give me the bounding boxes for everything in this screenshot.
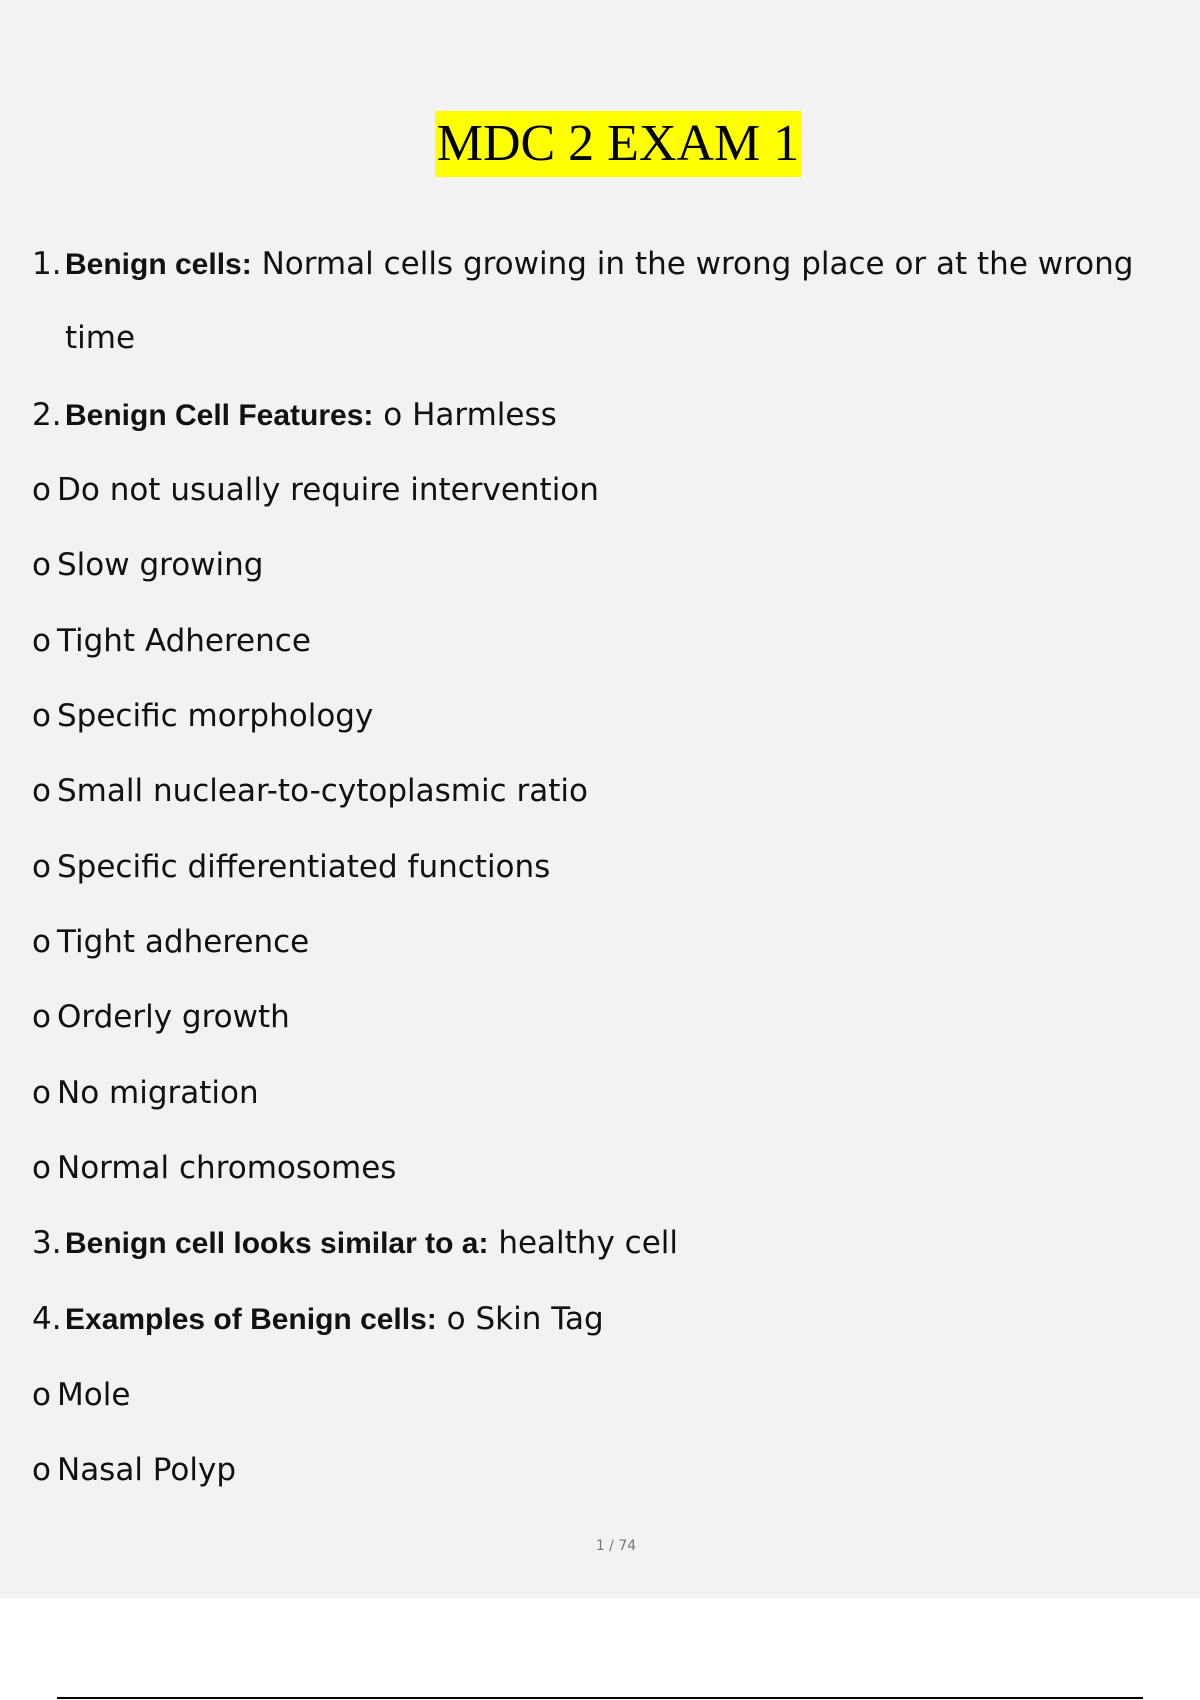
bullet-line: [32, 696, 1192, 736]
bullet-text: Normal chromosomes: [57, 1150, 397, 1186]
bullet-text: Specific differentiated functions: [57, 849, 551, 885]
bullet-marker: o: [32, 547, 51, 583]
answer-text: Normal cells growing in the wrong place or at the wrong: [261, 246, 1134, 282]
bullet-marker: o: [32, 1452, 51, 1488]
bullet-line: [32, 997, 1192, 1037]
bullet-text: Mole: [57, 1377, 131, 1413]
bullet-text: Tight Adherence: [57, 623, 311, 659]
question-number: 4.: [32, 1301, 62, 1337]
bullet-marker: o: [32, 1377, 51, 1413]
page-divider-rule: [57, 1697, 1143, 1699]
question-line: [32, 1299, 1192, 1339]
bullet-text: Nasal Polyp: [57, 1452, 236, 1488]
bullet-line: [32, 1375, 1192, 1415]
question-number: 2.: [32, 397, 62, 433]
bullet-text: Slow growing: [57, 547, 264, 583]
answer-text: o Harmless: [383, 397, 557, 433]
bullet-text: Do not usually require intervention: [57, 472, 599, 508]
bullet-text: Tight adherence: [57, 924, 310, 960]
bullet-marker: o: [32, 924, 51, 960]
bullet-marker: o: [32, 1150, 51, 1186]
bullet-text: No migration: [57, 1075, 259, 1111]
bullet-line: [32, 1073, 1192, 1113]
question-term: Benign cells:: [65, 248, 252, 281]
question-term: Benign Cell Features:: [65, 399, 374, 432]
bullet-line: [32, 545, 1192, 585]
bullet-line: [32, 1450, 1192, 1490]
answer-text: time: [65, 320, 136, 356]
bullet-line: [32, 771, 1192, 811]
page-title: MDC 2 EXAM 1: [435, 111, 802, 177]
question-number: 1.: [32, 246, 62, 282]
question-line: [32, 395, 1192, 435]
bullet-marker: o: [32, 472, 51, 508]
answer-text: o Skin Tag: [446, 1301, 604, 1337]
page-number: 1 / 74: [595, 1538, 637, 1554]
bullet-line: [32, 847, 1192, 887]
bullet-line: [32, 470, 1192, 510]
question-line: [32, 1223, 1192, 1263]
title-container: [0, 111, 1200, 177]
bullet-marker: o: [32, 623, 51, 659]
bullet-marker: o: [32, 698, 51, 734]
bullet-text: Specific morphology: [57, 698, 374, 734]
bullet-marker: o: [32, 1075, 51, 1111]
bullet-marker: o: [32, 773, 51, 809]
bullet-line: [32, 922, 1192, 962]
bullet-text: Orderly growth: [57, 999, 290, 1035]
question-term: Benign cell looks similar to a:: [65, 1227, 489, 1260]
bullet-line: [32, 1148, 1192, 1188]
bullet-marker: o: [32, 999, 51, 1035]
bullet-text: Small nuclear-to-cytoplasmic ratio: [57, 773, 588, 809]
bullet-line: [32, 621, 1192, 661]
question-number: 3.: [32, 1225, 62, 1261]
question-term: Examples of Benign cells:: [65, 1303, 437, 1336]
continuation-line: [65, 318, 1200, 358]
answer-text: healthy cell: [498, 1225, 678, 1261]
question-line: [32, 244, 1192, 284]
bullet-marker: o: [32, 849, 51, 885]
